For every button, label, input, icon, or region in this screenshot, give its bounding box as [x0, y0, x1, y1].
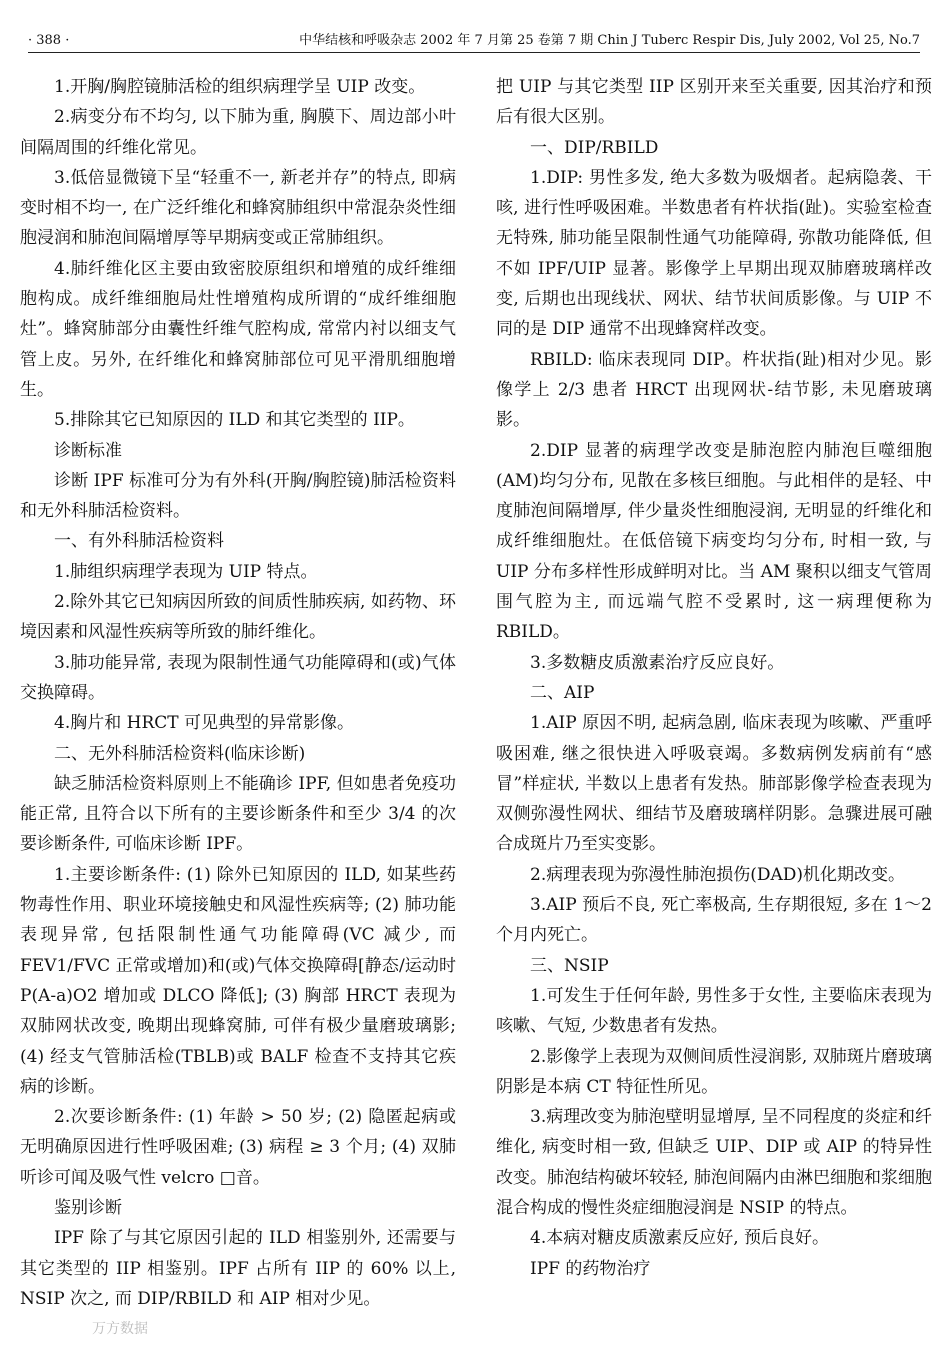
subsection-heading: 二、无外科肺活检资料(临床诊断) — [54, 743, 306, 764]
paragraph: 2.病理表现为弥漫性肺泡损伤(DAD)机化期改变。 — [530, 864, 906, 885]
paragraph: 3.多数糖皮质激素治疗反应良好。 — [530, 652, 785, 673]
paragraph: 3.病理改变为肺泡壁明显增厚, 呈不同程度的炎症和纤维化, 病变时相一致, 但缺乏 UIP、DIP 或 AIP 的特异性改变。肺泡结构破坏较轻, 肺泡间隔内由淋巴细胞和浆细胞混合构成的慢性炎症细胞浸润是 NSIP 的特点。 — [496, 1107, 932, 1218]
paragraph: 3.肺功能异常, 表现为限制性通气功能障碍和(或)气体交换障碍。 — [20, 652, 456, 703]
paragraph: 诊断 IPF 标准可分为有外科(开胸/胸腔镜)肺活检资料和无外科肺活检资料。 — [20, 470, 456, 522]
paragraph: 1.主要诊断条件: (1) 除外已知原因的 ILD, 如某些药物毒性作用、职业环境接触史和风湿性疾病等; (2) 肺功能表现异常, 包括限制性通气功能障碍(VC 减少, 而 FEV1/FVC 正常或增加)和(或)气体交换障碍[静态/运动时 P(A-a)O2 增加或 DLCO 降低]; (3) 胸部 HRCT 表现为双肺网状改变, 晚期出现蜂窝肺, 可伴有极少量磨玻璃影; (4) 经支气管肺活检(TBLB)或 BALF 检查不支持其它疾病的诊断。 — [20, 864, 456, 1097]
paragraph: 4.本病对糖皮质激素反应好, 预后良好。 — [530, 1228, 830, 1249]
left-column — [20, 72, 456, 1314]
page-number: · 388 · — [28, 33, 70, 48]
paragraph: 1.AIP 原因不明, 起病急剧, 临床表现为咳嗽、严重呼吸困难, 继之很快进入呼吸衰竭。多数病例发病前有“感冒”样症状, 半数以上患者有发热。肺部影像学检查表现为双侧弥漫性网状、细结节及磨玻璃样阴影。急骤进展可融合成斑片乃至实变影。 — [496, 713, 932, 855]
paragraph: 2.次要诊断条件: (1) 年龄 > 50 岁; (2) 隐匿起病或无明确原因进行性呼吸困难; (3) 病程 ≥ 3 个月; (4) 双肺听诊可闻及吸气性 velcro □音。 — [20, 1107, 456, 1188]
paragraph: 5.排除其它已知原因的 ILD 和其它类型的 IIP。 — [54, 410, 415, 431]
watermark: 万方数据 — [92, 1321, 148, 1337]
paragraph: 2.病变分布不均匀, 以下肺为重, 胸膜下、周边部小叶间隔周围的纤维化常见。 — [20, 107, 456, 158]
paragraph: 4.胸片和 HRCT 可见典型的异常影像。 — [54, 713, 354, 734]
paragraph: 2.除外其它已知病因所致的间质性肺疾病, 如药物、环境因素和风湿性疾病等所致的肺纤维化。 — [20, 592, 456, 643]
paragraph: 缺乏肺活检资料原则上不能确诊 IPF, 但如患者免疫功能正常, 且符合以下所有的主要诊断条件和至少 3/4 的次要诊断条件, 可临床诊断 IPF。 — [20, 773, 456, 855]
page-header — [28, 30, 920, 53]
paragraph: 把 UIP 与其它类型 IIP 区别开来至关重要, 因其治疗和预后有很大区别。 — [496, 77, 932, 128]
section-heading: 鉴别诊断 — [54, 1197, 122, 1218]
subsection-heading: 二、AIP — [530, 682, 595, 703]
section-heading: 诊断标准 — [54, 440, 122, 461]
paragraph: 1.肺组织病理学表现为 UIP 特点。 — [54, 561, 318, 582]
journal-citation: 中华结核和呼吸杂志 2002 年 7 月第 25 卷第 7 期 Chin J Tuberc Respir Dis, July 2002, Vol 25, No.7 — [299, 33, 920, 48]
subsection-heading: 一、有外科肺活检资料 — [54, 531, 224, 552]
right-column — [496, 72, 932, 1284]
paragraph: 2.影像学上表现为双侧间质性浸润影, 双肺斑片磨玻璃阴影是本病 CT 特征性所见。 — [496, 1046, 932, 1097]
paragraph: 1.DIP: 男性多发, 绝大多数为吸烟者。起病隐袭、干咳, 进行性呼吸困难。半数患者有杵状指(趾)。实验室检查无特殊, 肺功能呈限制性通气功能障碍, 弥散功能降低, 但不如 IPF/UIP 显著。影像学上早期出现双肺磨玻璃样改变, 后期也出现线状、网状、结节状间质影像。与 UIP 不同的是 DIP 通常不出现蜂窝样改变。 — [496, 167, 932, 340]
paragraph: 3.低倍显微镜下呈“轻重不一, 新老并存”的特点, 即病变时相不均一, 在广泛纤维化和蜂窝肺组织中常混杂炎性细胞浸润和肺泡间隔增厚等早期病变或正常肺组织。 — [20, 167, 456, 249]
paragraph: RBILD: 临床表现同 DIP。杵状指(趾)相对少见。影像学上 2/3 患者 HRCT 出现网状-结节影, 未见磨玻璃影。 — [496, 349, 932, 431]
subsection-heading: 一、DIP/RBILD — [530, 137, 659, 158]
paragraph: 3.AIP 预后不良, 死亡率极高, 生存期很短, 多在 1～2 个月内死亡。 — [496, 895, 932, 946]
subsection-heading: 三、NSIP — [530, 955, 609, 976]
section-heading: IPF 的药物治疗 — [530, 1258, 651, 1279]
paragraph: IPF 除了与其它原因引起的 ILD 相鉴别外, 还需要与其它类型的 IIP 相鉴别。IPF 占所有 IIP 的 60% 以上, NSIP 次之, 而 DIP/RBILD 和 AIP 相对少见。 — [20, 1228, 456, 1309]
paragraph: 1.开胸/胸腔镜肺活检的组织病理学呈 UIP 改变。 — [54, 77, 426, 97]
paragraph: 1.可发生于任何年龄, 男性多于女性, 主要临床表现为咳嗽、气短, 少数患者有发热。 — [496, 985, 932, 1037]
paragraph: 2.DIP 显著的病理学改变是肺泡腔内肺泡巨噬细胞(AM)均匀分布, 见散在多核巨细胞。与此相伴的是轻、中度肺泡间隔增厚, 伴少量炎性细胞浸润, 无明显的纤维化和成纤维细胞灶。在低倍镜下病变均匀分布, 时相一致, 与 UIP 分布多样性形成鲜明对比。当 AM 聚积以细支气管周围气腔为主, 而远端气腔不受累时, 这一病理便称为 RBILD。 — [496, 440, 932, 643]
paragraph: 4.肺纤维化区主要由致密胶原组织和增殖的成纤维细胞构成。成纤维细胞局灶性增殖构成所谓的“成纤维细胞灶”。蜂窝肺部分由囊性纤维气腔构成, 常常内衬以细支气管上皮。另外, 在纤维化和蜂窝肺部位可见平滑肌细胞增生。 — [20, 258, 456, 400]
